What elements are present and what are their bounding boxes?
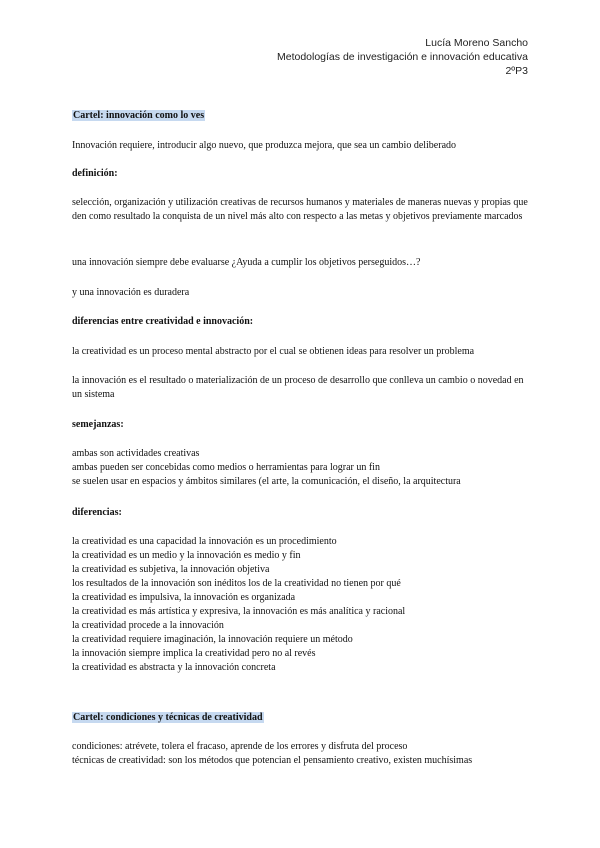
cartel1-heading-line — [72, 109, 528, 123]
list-item: los resultados de la innovación son inéditos los de la creatividad no tienen por qué — [72, 578, 401, 589]
list-item: la creatividad es abstracta y la innovación concreta — [72, 662, 276, 673]
course-name: Metodologías de investigación e innovación educativa — [276, 51, 528, 63]
list-item: la creatividad es más artística y expresiva, la innovación es más analítica y racional — [72, 606, 406, 617]
cartel2-heading-line — [72, 711, 528, 725]
definicion-heading: definición: — [72, 168, 118, 179]
definicion-text: selección, organización y utilización creativas de recursos humanos y materiales de maneras nuevas y propias que den como resultado la conquista de un nivel más alto con respecto a las metas y objetivos previamente marcados — [72, 197, 528, 222]
innovacion-definition: la innovación es el resultado o materialización de un proceso de desarrollo que conlleva un cambio o novedad en un sistema — [72, 375, 524, 400]
evaluar-text: una innovación siempre debe evaluarse ¿Ayuda a cumplir los objetivos perseguidos…? — [72, 257, 421, 268]
list-item: la creatividad procede a la innovación — [72, 620, 224, 631]
creatividad-definition: la creatividad es un proceso mental abstracto por el cual se obtienen ideas para resolver un problema — [72, 346, 475, 357]
list-item: la creatividad es subjetiva, la innovación objetiva — [72, 564, 270, 575]
author-name: Lucía Moreno Sancho — [425, 37, 528, 49]
cartel1-title: Cartel: innovación como lo ves — [73, 110, 205, 121]
list-item: ambas son actividades creativas — [72, 448, 200, 459]
list-item: se suelen usar en espacios y ámbitos similares (el arte, la comunicación, el diseño, la arquitectura — [72, 476, 461, 487]
diferencias-list-heading: diferencias: — [72, 507, 122, 518]
semejanzas-list — [72, 447, 528, 489]
list-item: ambas pueden ser concebidas como medios o herramientas para lograr un fin — [72, 462, 380, 473]
list-item: la creatividad es un medio y la innovación es medio y fin — [72, 550, 301, 561]
diferencias-list — [72, 535, 528, 675]
list-item: la creatividad requiere imaginación, la innovación requiere un método — [72, 634, 353, 645]
cartel2-title: Cartel: condiciones y técnicas de creatividad — [73, 712, 263, 723]
duradera-text: y una innovación es duradera — [72, 287, 190, 298]
tecnicas-text: técnicas de creatividad: son los métodos que potencian el pensamiento creativo, existen muchísimas — [72, 755, 473, 766]
list-item: la creatividad es impulsiva, la innovación es organizada — [72, 592, 296, 603]
condiciones-text: condiciones: atrévete, tolera el fracaso, aprende de los errores y disfruta del proceso — [72, 741, 408, 752]
semejanzas-heading: semejanzas: — [72, 419, 124, 430]
group-code: 2ºP3 — [505, 65, 528, 77]
document-header — [277, 36, 528, 78]
intro-text: Innovación requiere, introducir algo nuevo, que produzca mejora, que sea un cambio deliberado — [72, 140, 457, 151]
diferencias-heading: diferencias entre creatividad e innovación: — [72, 316, 254, 327]
creatividad-section — [72, 740, 528, 768]
list-item: la creatividad es una capacidad la innovación es un procedimiento — [72, 536, 337, 547]
list-item: la innovación siempre implica la creatividad pero no al revés — [72, 648, 316, 659]
